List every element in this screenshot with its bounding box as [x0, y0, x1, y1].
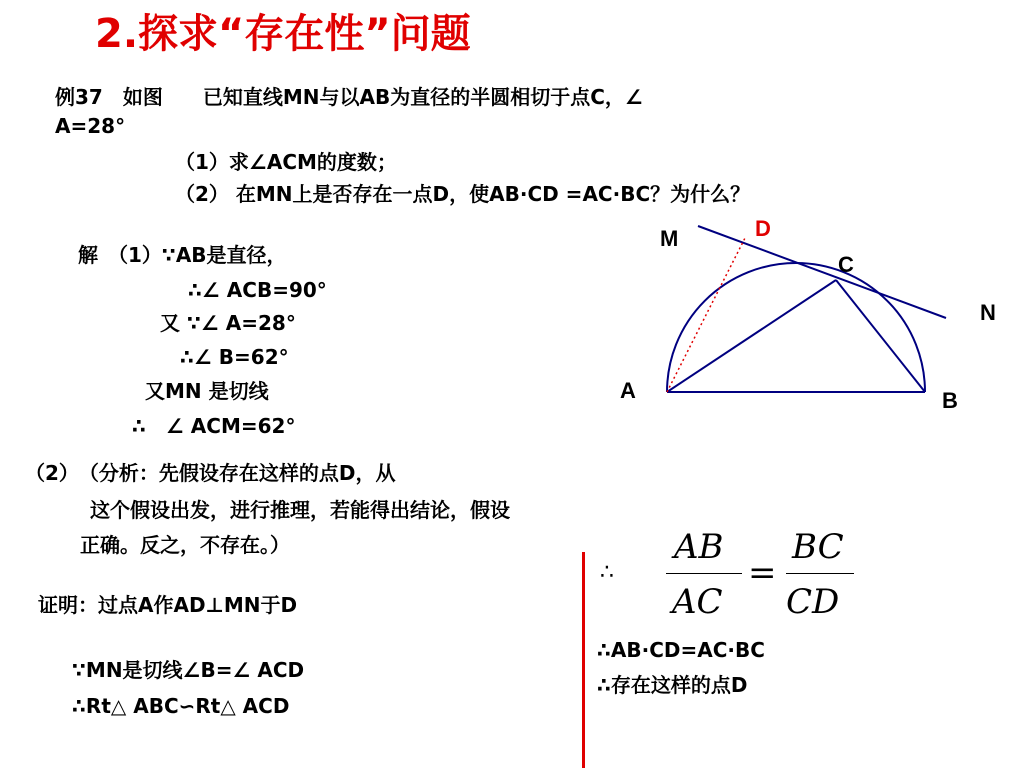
label-n: N [980, 300, 996, 325]
semicircle-arc [667, 263, 925, 392]
tangent-line-mn [698, 226, 946, 318]
fraction-denominator-1: AC [672, 582, 723, 622]
therefore-symbol: ∴ [600, 560, 614, 585]
solution-line-5: 又MN 是切线 [145, 379, 269, 403]
proof-line-1: 证明：过点A作AD⊥MN于D [38, 593, 298, 617]
conclusion-line-2: ∴存在这样的点D [597, 673, 748, 697]
solution-line-3: 又 ∵∠ A=28° [160, 311, 296, 335]
solution-line-6: ∴ ∠ ACM=62° [132, 414, 296, 438]
label-a: A [620, 378, 636, 403]
solution-line-1: 解 （1）∵AB是直径， [78, 243, 287, 267]
dotted-line-ad [667, 238, 745, 392]
problem-line-1: 例37 如图 已知直线MN与以AB为直径的半圆相切于点C，∠ [55, 85, 643, 109]
label-b: B [942, 388, 958, 413]
fraction-numerator-2: BC [792, 527, 844, 567]
analysis-line-3: 正确。反之，不存在。） [80, 533, 290, 557]
page-title: 2.探求“存在性”问题 [95, 11, 471, 57]
problem-line-2: A=28° [55, 114, 126, 138]
conclusion-line-1: ∴AB·CD=AC·BC [597, 638, 765, 662]
proof-line-3: ∴Rt△ ABC∽Rt△ ACD [72, 694, 290, 718]
chord-ac [667, 280, 836, 392]
question-2: （2） 在MN上是否存在一点D，使AB·CD =AC·BC？为什么？ [175, 182, 751, 206]
solution-line-4: ∴∠ B=62° [180, 345, 289, 369]
label-d: D [755, 216, 771, 241]
analysis-line-1: （2） （分析：先假设存在这样的点D，从 [25, 461, 396, 485]
label-c: C [838, 252, 854, 277]
label-m: M [660, 226, 679, 251]
solution-line-2: ∴∠ ACB=90° [188, 278, 327, 302]
proof-line-2: ∵MN是切线∠B=∠ ACD [72, 658, 305, 682]
fraction-denominator-2: CD [786, 582, 840, 622]
fraction-numerator-1: AB [674, 527, 724, 567]
analysis-line-2: 这个假设出发，进行推理，若能得出结论，假设 [90, 498, 510, 522]
equals-sign: = [748, 553, 777, 593]
question-1: （1）求∠ACM的度数； [175, 150, 397, 174]
